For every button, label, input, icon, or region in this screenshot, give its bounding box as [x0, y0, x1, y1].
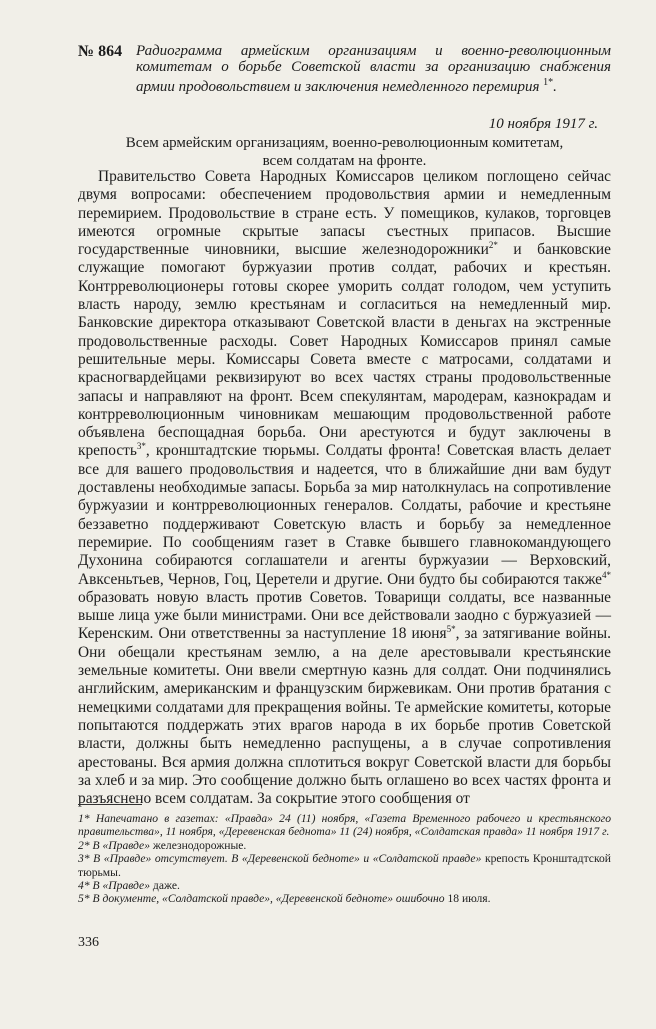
footnote-3: 3* В «Правде» отсутствует. В «Деревенской бедноте» и «Солдатской правде» крепость Кронштадтской тюрьмы. — [78, 852, 611, 879]
address-line-1: Всем армейским организациям, военно-революционным комитетам, — [125, 135, 564, 151]
document-date: 10 ноября 1917 г. — [488, 116, 598, 132]
footnote-2: 2* В «Правде» железнодорожные. — [78, 838, 247, 852]
footnote-ref-2[interactable]: 2* — [488, 240, 498, 251]
page-number: 336 — [78, 935, 99, 950]
footnote-ref-3[interactable]: 3* — [136, 441, 146, 452]
heading-footnote-ref[interactable]: 1* — [543, 77, 554, 88]
footnote-1: 1* Напечатано в газетах: «Правда» 24 (11) ноября, «Газета Временного рабочего и крестьянского правительства», 11 ноября, «Деревенская беднота» 11 (24) ноября, «Солдатская правда» 11 ноября 1917 г. — [78, 812, 611, 839]
footnote-divider — [78, 804, 142, 805]
footnote-5: 5* В документе, «Солдатской правде», «Деревенской бедноте» ошибочно 18 июля. — [78, 892, 491, 906]
footnote-ref-4[interactable]: 4* — [602, 569, 611, 580]
footnote-ref-5[interactable]: 5* — [446, 624, 456, 635]
address-line-2: всем солдатам на фронте. — [262, 153, 427, 169]
document-number: № 864 — [78, 43, 123, 60]
document-body: Правительство Совета Народных Комиссаров целиком поглощено сейчас двумя вопросами: обеспечением продовольствия армии и немедленным перемирием. Продовольствие в стране есть. У помещиков, кулаков, торговцев имеются огромные скрытые запасы съестных припасов. Высшие государственные чиновники, высшие железнодорожники$^{2*}$ и банковские служащие помогают буржуазии против солдат, рабочих и крестьян. Контрреволюционеры готовы скорее уморить солдат голодом, чем уступить власть народу, землю крестьянам и согласиться на немедленный мир. Банковские директора отказывают Советской власти в деньгах на экстренные продовольственные расходы. Совет Народных Комиссаров принял самые решительные меры. Комиссары Совета вместе с матросами, солдатами и красногвардейцами реквизируют во всех частях страны продовольственные запасы и направляют на фронт. Всем спекулянтам, мародерам, казнокрадам и контрреволюционным чиновникам мешающим продовольственной работе объявлена беспощадная борьба. Они арестуются и будут заключены в крепость$^{3*}$, кронштадтские тюрьмы. Солдаты фронта! Советская власть делает все для вашего продовольствия и надеется, что в ближайшие дни вам будут доставлены необходимые запасы. Борьба за мир натолкнулась на сопротивление буржуазии и контрреволюционных генералов. Солдаты, рабочие и крестьяне беззаветно поддерживают Советскую власть и борьбу за немедленное перемирие. По сообщениям газет в Ставке бывшего главнокомандующего Духонина собираются соглашатели и агенты буржуазии — Верховский, Авксеньтьев, Чернов, Гоц, Церетели и другие. Они будто бы собираются также$^{4*}$ образовать новую власть против Советов. Товарищи солдаты, все названные выше лица уже были министрами. Они все действовали заодно с буржуазией — Керенским. Они ответственны за наступление 18 июня$^{5*}$, за затягивание войны. Они обещали крестьянам землю, а на деле арестовывали крестьянские земельные комитеты. Они ввели смертную казнь для солдат. Они подчинялись английским, американским и французским биржевикам. Они против братания с немецкими солдатами для прекращения войны. Те армейские комитеты, которые попытаются поддержать этих врагов народа в их борьбе против Советской власти, должны быть немедленно распущены, а в случае сопротивления арестованы. Вся армия должна сплотиться вокруг Советской власти для борьбы за хлеб и за мир. Это сообщение должно быть оглашено во всех частях фронта и разъяснено всем солдатам. За сокрытие этого сообщения от — [78, 168, 611, 808]
footnote-4: 4* В «Правде» даже. — [78, 879, 180, 893]
document-heading: Радиограмма армейским организациям и военно-революционным комитетам о борьбе Советской власти за организацию снабжения армии продовольствием и заключения немедленного перемирия $^{1*}$. — [136, 43, 611, 95]
heading-text: Радиограмма армейским организациям и военно-революционным комитетам о борьбе Советской власти за организацию снабжения армии продовольствием и заключения немедленного перемирия — [136, 43, 611, 95]
document-address — [78, 134, 611, 170]
footnotes — [78, 812, 611, 906]
